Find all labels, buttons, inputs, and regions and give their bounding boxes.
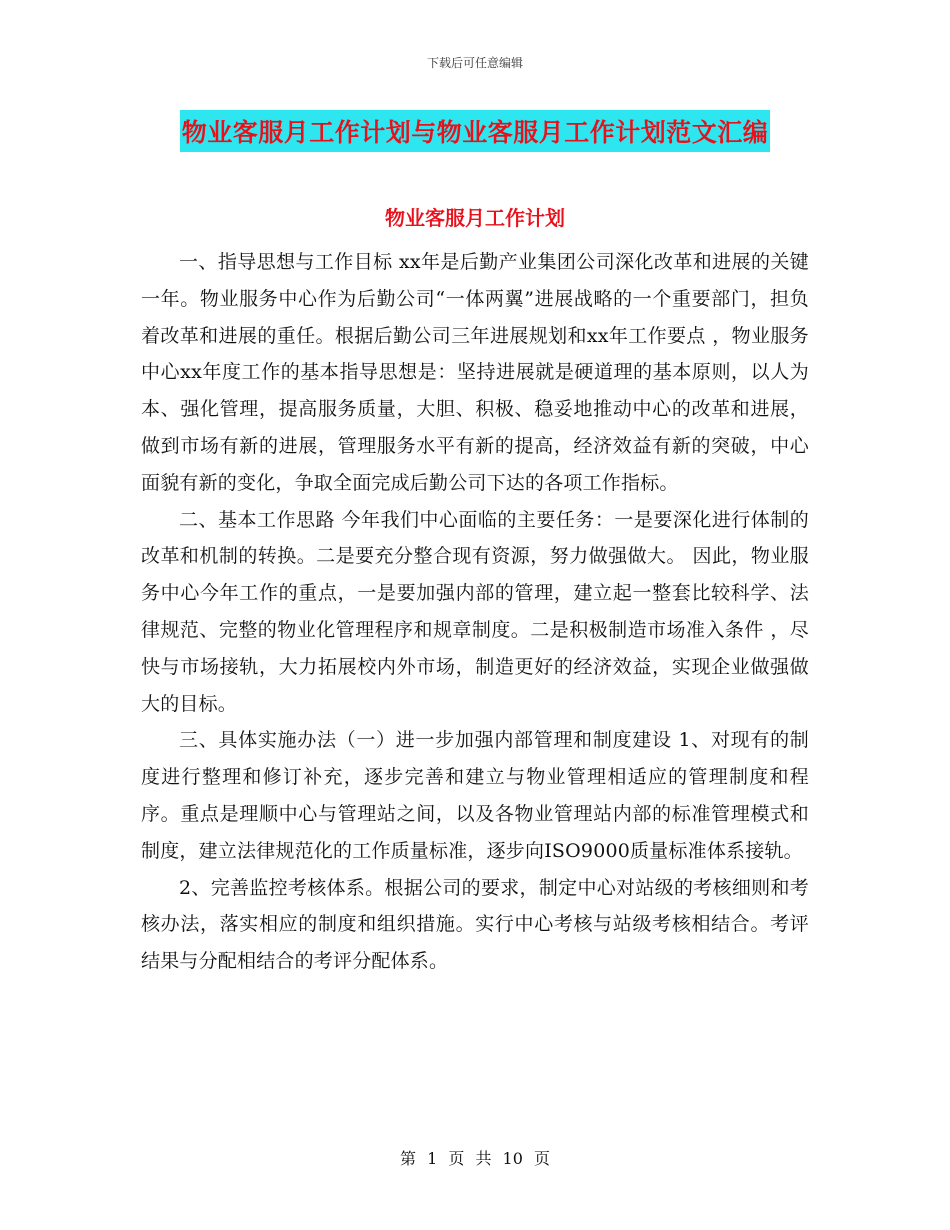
- main-title-container: [0, 110, 950, 152]
- paragraph-basic-approach: 二、基本工作思路 今年我们中心面临的主要任务：一是要深化进行体制的改革和机制的转换。二是要充分整合现有资源，努力做强做大。 因此，物业服务中心今年工作的重点，一是要加强内部的管理，建立起一整套比较科学、法律规范、完整的物业化管理程序和规章制度。二是积极制造市场准入条件 ，尽快与市场接轨，大力拓展校内外市场，制造更好的经济效益，实现企业做强做大的目标。: [141, 508, 809, 715]
- header-note: 下载后可任意编辑: [426, 56, 523, 70]
- main-title: 物业客服月工作计划与物业客服月工作计划范文汇编: [180, 110, 771, 152]
- section-title: 物业客服月工作计划: [385, 206, 565, 230]
- paragraph-implementation-methods: 三、具体实施办法（一）进一步加强内部管理和制度建设 1、对现有的制度进行整理和修订补充，逐步完善和建立与物业管理相适应的管理制度和程序。重点是理顺中心与管理站之间，以及各物业管理站内部的标准管理模式和制度，建立法律规范化的工作质量标准，逐步向ISO9000质量标准体系接轨。: [141, 729, 809, 862]
- paragraph-guiding-ideology: 一、指导思想与工作目标 xx年是后勤产业集团公司深化改革和进展的关键一年。物业服务中心作为后勤公司“一体两翼”进展战略的一个重要部门，担负着改革和进展的重任。根据后勤公司三年进展规划和xx年工作要点 ，物业服务中心xx年度工作的基本指导思想是：坚持进展就是硬道理的基本原则，以人为本、强化管理，提高服务质量，大胆、积极、稳妥地推动中心的改革和进展，做到市场有新的进展，管理服务水平有新的提高，经济效益有新的突破，中心面貌有新的变化，争取全面完成后勤公司下达的各项工作指标。: [141, 251, 809, 494]
- document-body: [141, 244, 809, 980]
- paragraph-assessment-system: 2、完善监控考核体系。根据公司的要求，制定中心对站级的考核细则和考核办法，落实相应的制度和组织措施。实行中心考核与站级考核相结合。考评结果与分配相结合的考评分配体系。: [141, 876, 809, 973]
- page-number: 第 1 页 共 10 页: [400, 1149, 550, 1168]
